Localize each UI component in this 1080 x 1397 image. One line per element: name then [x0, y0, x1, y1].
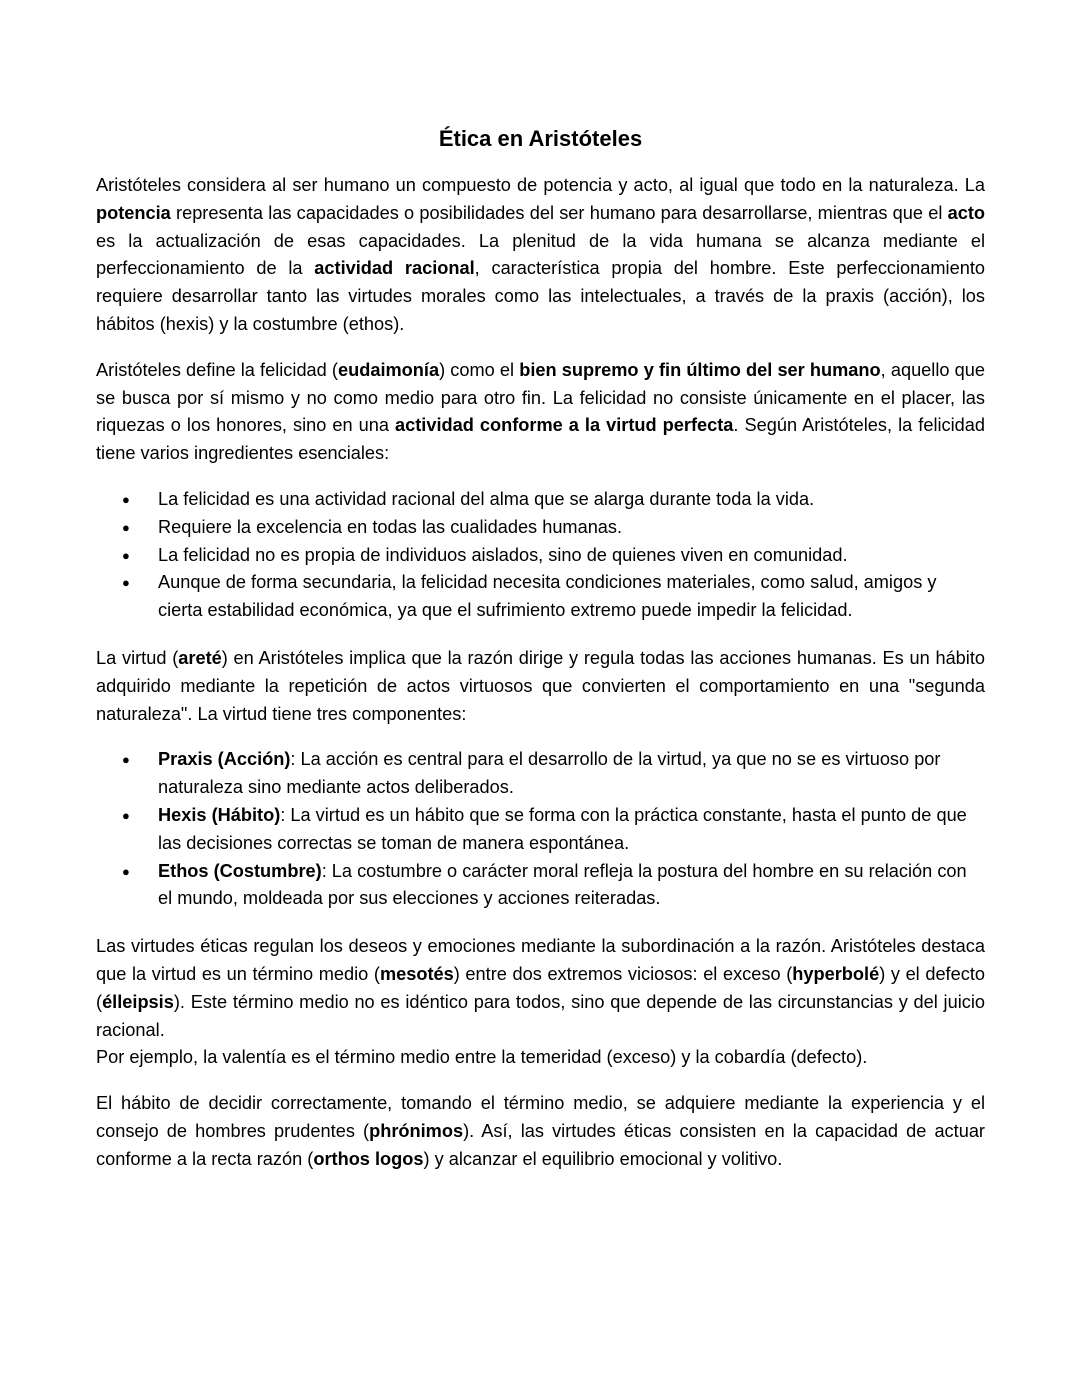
list-item: ● Aunque de forma secundaria, la felicidad necesita condiciones materiales, como salud, amigos y cierta estabilidad económica, ya que el sufrimiento extremo puede impedir la felicidad.	[96, 569, 985, 625]
paragraph-virtud: La virtud (areté) en Aristóteles implica que la razón dirige y regula todas las acciones humanas. Es un hábito adquirido mediante la repetición de actos virtuosos que convierten el comportamiento en una "segunda naturaleza". La virtud tiene tres componentes:	[96, 647, 986, 724]
list-item-praxis: ● Praxis (Acción): La acción es central para el desarrollo de la virtud, ya que no se es virtuoso por naturaleza sino mediante actos deliberados.	[96, 746, 985, 802]
paragraph-habito-decidir: El hábito de decidir correctamente, tomando el término medio, se adquiere mediante la experiencia y el consejo de hombres prudentes (phrónimos). Así, las virtudes éticas consisten en la capacidad de actuar conforme a la recta razón (orthos logos) y alcanzar el equilibrio emocional y volitivo.	[96, 1093, 985, 1169]
list-item: ● Requiere la excelencia en todas las cualidades humanas.	[96, 514, 985, 542]
term-actividad-virtud: actividad conforme a la virtud perfecta	[395, 415, 734, 436]
term-actividad-racional: actividad racional	[314, 258, 475, 279]
list-item-ethos: ● Ethos (Costumbre): La costumbre o carácter moral refleja la postura del hombre en su relación con el mundo, moldeada por sus elecciones y acciones reiteradas.	[96, 858, 985, 914]
term-mesotes: mesotés	[379, 963, 454, 984]
term-acto: acto	[947, 202, 985, 223]
page-title: Ética en Aristóteles	[438, 126, 643, 151]
list-item-hexis: ● Hexis (Hábito): La virtud es un hábito que se forma con la práctica constante, hasta el punto de que las decisiones correctas se toman de manera espontánea.	[96, 802, 985, 858]
paragraph-potencia-acto: Aristóteles considera al ser humano un compuesto de potencia y acto, al igual que todo en la naturaleza. La potencia representa las capacidades o posibilidades del ser humano para desarrollarse, mientras que el acto es la actualización de esas capacidades. La plenitud de la vida humana se alcanza mediante el perfeccionamiento de la actividad racional, característica propia del hombre. Este perfeccionamiento requiere desarrollar tanto las virtudes morales como las intelectuales, a través de la praxis (acción), los hábitos (hexis) y la costumbre (ethos).	[96, 175, 985, 334]
paragraph-ejemplo-valentia: Por ejemplo, la valentía es el término medio entre la temeridad (exceso) y la cobardía (defecto).	[96, 1047, 868, 1068]
term-eudaimonia: eudaimonía	[338, 359, 440, 380]
happiness-ingredients-list	[96, 486, 985, 625]
term-elleipsis: élleipsis	[102, 991, 174, 1012]
paragraph-virtudes-eticas: Las virtudes éticas regulan los deseos y emociones mediante la subordinación a la razón. Aristóteles destaca que la virtud es un término medio (mesotés) entre dos extremos viciosos: el exceso (hyperbolé) y el defecto (élleipsis). Este término medio no es idéntico para todos, sino que depende de las circunstancias y del juicio racional.	[96, 936, 985, 1040]
term-potencia: potencia	[96, 202, 171, 223]
term-orthos-logos: orthos logos	[313, 1148, 424, 1169]
term-bien-supremo: bien supremo y fin último del ser humano	[519, 359, 881, 380]
term-hyperbole: hyperbolé	[792, 963, 880, 984]
list-item: ● La felicidad no es propia de individuos aislados, sino de quienes viven en comunidad.	[96, 542, 985, 570]
term-phronimos: phrónimos	[369, 1120, 464, 1141]
document-page	[96, 122, 985, 1192]
list-item: ● La felicidad es una actividad racional del alma que se alarga durante toda la vida.	[96, 486, 985, 514]
virtue-components-list	[96, 746, 985, 913]
term-arete: areté	[178, 647, 222, 668]
paragraph-felicidad: Aristóteles define la felicidad (eudaimonía) como el bien supremo y fin último del ser humano, aquello que se busca por sí mismo y no como medio para otro fin. La felicidad no consiste únicamente en el placer, las riquezas o los honores, sino en una actividad conforme a la virtud perfecta. Según Aristóteles, la felicidad tiene varios ingredientes esenciales:	[96, 359, 986, 464]
